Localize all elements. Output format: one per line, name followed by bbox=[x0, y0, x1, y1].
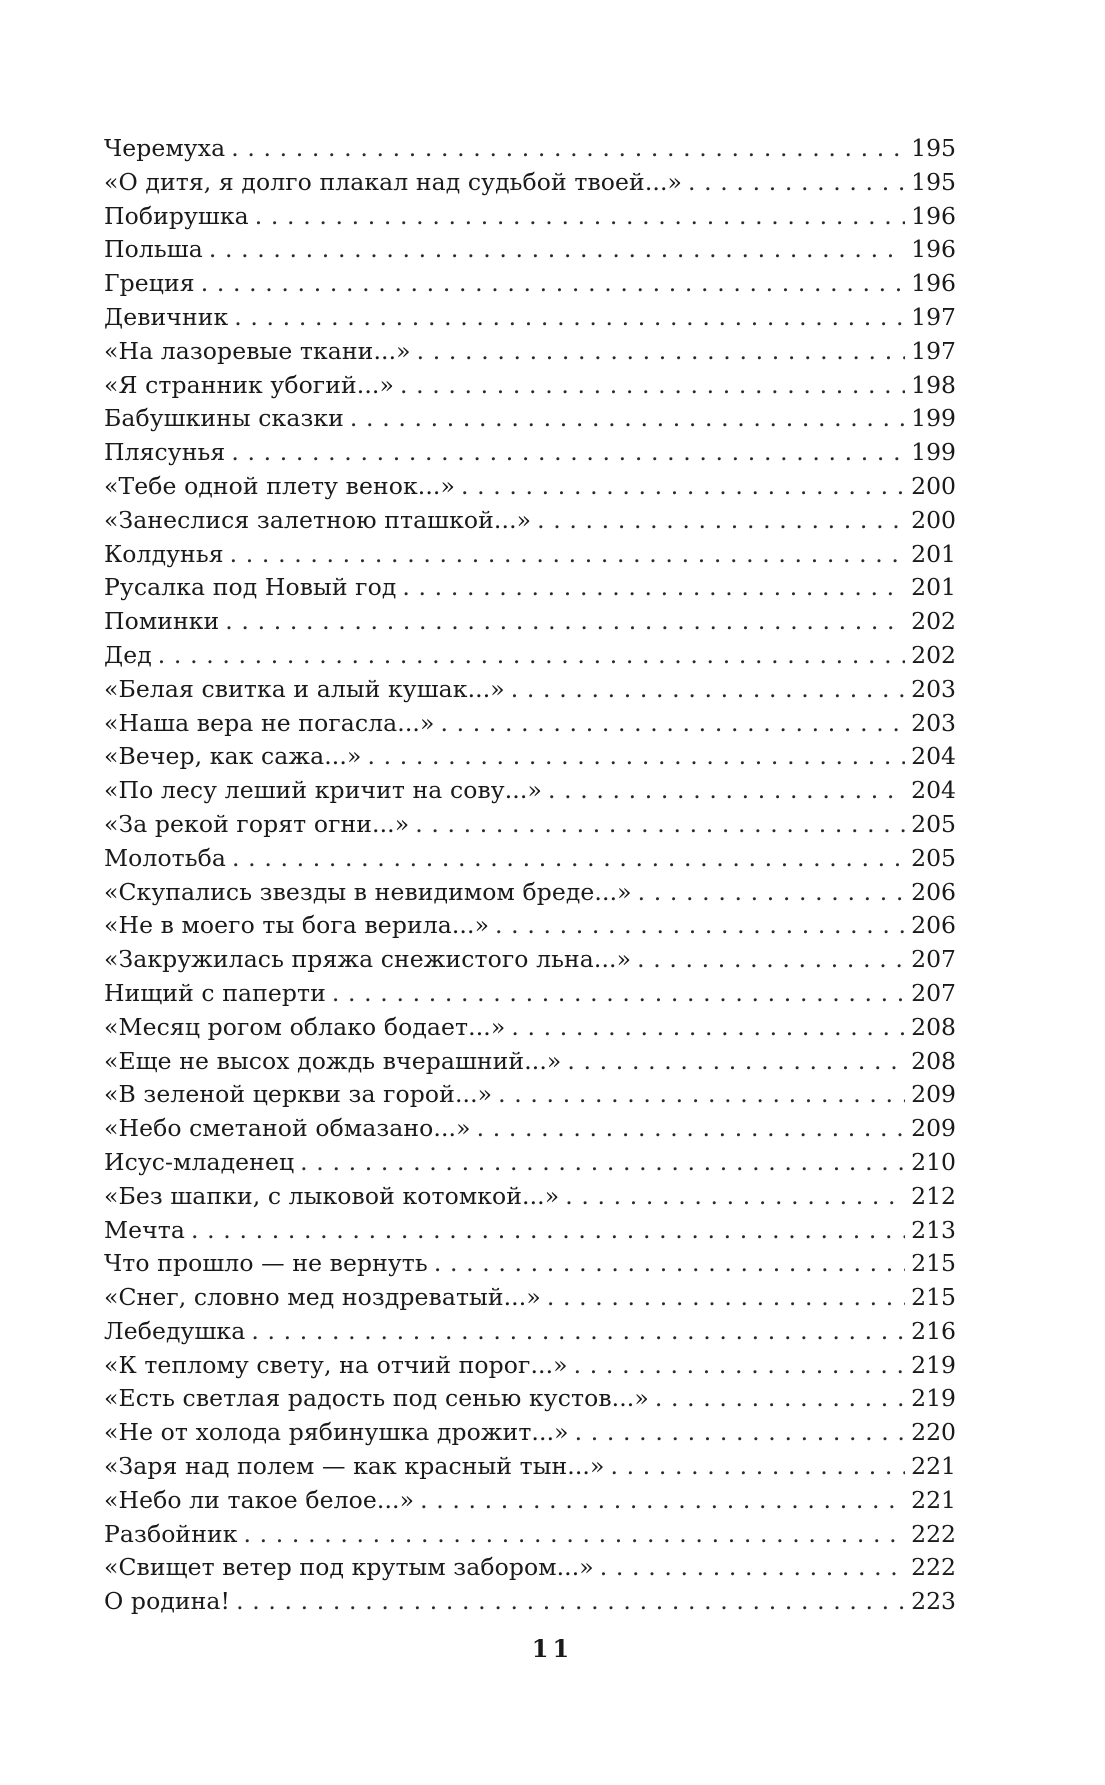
toc-entry bbox=[104, 673, 956, 707]
toc-entry-title: «Наша вера не погасла...» bbox=[104, 708, 435, 737]
toc-entry bbox=[104, 1585, 956, 1619]
toc-entry-title: Девичник bbox=[104, 302, 229, 331]
toc-entry bbox=[104, 977, 956, 1011]
toc-entry bbox=[104, 369, 956, 403]
toc-entry-title: Что прошло — не вернуть bbox=[104, 1249, 428, 1278]
toc-entry-page: 205 bbox=[911, 809, 956, 838]
toc-entry-page: 215 bbox=[911, 1283, 956, 1312]
toc-entry-title: Бабушкины сказки bbox=[104, 404, 344, 433]
toc-entry-title: «Есть светлая радость под сенью кустов...» bbox=[104, 1384, 649, 1413]
toc-entry-title: Разбойник bbox=[104, 1519, 238, 1548]
toc-entry bbox=[104, 774, 956, 808]
toc-leader-dots bbox=[511, 673, 905, 707]
toc-entry-title: Греция bbox=[104, 269, 195, 298]
toc-entry-page: 197 bbox=[911, 336, 956, 365]
toc-leader-dots bbox=[638, 876, 906, 910]
toc-entry-title: Лебедушка bbox=[104, 1316, 246, 1345]
toc-entry-page: 209 bbox=[911, 1080, 956, 1109]
toc-entry bbox=[104, 605, 956, 639]
toc-entry-title: «О дитя, я долго плакал над судьбой твоей...» bbox=[104, 167, 683, 196]
toc-entry bbox=[104, 1045, 956, 1079]
toc-entry bbox=[104, 470, 956, 504]
page-number: 11 bbox=[531, 1634, 574, 1663]
toc-leader-dots bbox=[461, 470, 905, 504]
toc-entry-page: 222 bbox=[911, 1519, 956, 1548]
toc-leader-dots bbox=[600, 1551, 905, 1585]
toc-entry-title: «Заря над полем — как красный тын...» bbox=[104, 1452, 605, 1481]
toc-leader-dots bbox=[565, 1180, 905, 1214]
toc-entry-title: Дед bbox=[104, 640, 152, 669]
toc-leader-dots bbox=[511, 1011, 905, 1045]
toc-entry-title: «По лесу леший кричит на сову...» bbox=[104, 776, 542, 805]
toc-entry bbox=[104, 1146, 956, 1180]
toc-entry bbox=[104, 1214, 956, 1248]
toc-entry-page: 206 bbox=[911, 911, 956, 940]
toc-entry-title: Плясунья bbox=[104, 438, 226, 467]
toc-entry-title: «Занеслися залетною пташкой...» bbox=[104, 505, 532, 534]
toc-entry-title: «К теплому свету, на отчий порог...» bbox=[104, 1350, 568, 1379]
toc-entry-page: 219 bbox=[911, 1384, 956, 1413]
toc-entry bbox=[104, 1112, 956, 1146]
toc-entry-title: «Белая свитка и алый кушак...» bbox=[104, 674, 505, 703]
toc-entry bbox=[104, 335, 956, 369]
toc-entry-title: «Тебе одной плету венок...» bbox=[104, 471, 455, 500]
toc-entry-title: «Не от холода рябинушка дрожит...» bbox=[104, 1418, 569, 1447]
toc-entry-title: Молотьба bbox=[104, 843, 227, 872]
toc-entry bbox=[104, 1281, 956, 1315]
toc-leader-dots bbox=[574, 1349, 905, 1383]
toc-leader-dots bbox=[417, 335, 906, 369]
toc-leader-dots bbox=[350, 402, 905, 436]
toc-leader-dots bbox=[251, 1315, 905, 1349]
toc-leader-dots bbox=[231, 132, 905, 166]
toc-entry bbox=[104, 233, 956, 267]
toc-entry-page: 207 bbox=[911, 945, 956, 974]
toc-entry bbox=[104, 1315, 956, 1349]
toc-entry-title: Побирушка bbox=[104, 201, 249, 230]
toc-entry-page: 207 bbox=[911, 978, 956, 1007]
toc-leader-dots bbox=[402, 571, 905, 605]
toc-entry-page: 195 bbox=[911, 167, 956, 196]
toc-entry-title: «Еще не высох дождь вчерашний...» bbox=[104, 1046, 562, 1075]
toc-leader-dots bbox=[495, 909, 905, 943]
toc-entry bbox=[104, 808, 956, 842]
toc-leader-dots bbox=[434, 1247, 905, 1281]
toc-entry-page: 208 bbox=[911, 1046, 956, 1075]
toc-entry-page: 204 bbox=[911, 776, 956, 805]
toc-entry-title: Черемуха bbox=[104, 134, 226, 162]
toc-leader-dots bbox=[637, 943, 905, 977]
toc-leader-dots bbox=[236, 1585, 905, 1619]
toc-entry-page: 196 bbox=[911, 235, 956, 264]
toc-entry-title: «Месяц рогом облако бодает...» bbox=[104, 1012, 506, 1041]
toc-entry bbox=[104, 639, 956, 673]
toc-entry-title: «В зеленой церкви за горой...» bbox=[104, 1080, 493, 1109]
toc-entry-title: «За рекой горят огни...» bbox=[104, 809, 410, 838]
toc-entry-page: 210 bbox=[911, 1147, 956, 1176]
toc-entry-page: 196 bbox=[911, 269, 956, 298]
toc-entry bbox=[104, 132, 956, 166]
toc-entry bbox=[104, 1416, 956, 1450]
toc-entry-title: Исус-младенец bbox=[104, 1147, 295, 1176]
toc-entry bbox=[104, 909, 956, 943]
toc-entry bbox=[104, 1247, 956, 1281]
toc-entry bbox=[104, 402, 956, 436]
toc-entry bbox=[104, 1349, 956, 1383]
toc-entry-title: Русалка под Новый год bbox=[104, 573, 397, 602]
toc-entry bbox=[104, 436, 956, 470]
toc-entry-page: 202 bbox=[911, 640, 956, 669]
toc-entry-page: 213 bbox=[911, 1215, 956, 1244]
toc-entry bbox=[104, 538, 956, 572]
toc-entry-page: 203 bbox=[911, 674, 956, 703]
toc-leader-dots bbox=[415, 808, 905, 842]
toc-entry-title: «На лазоревые ткани...» bbox=[104, 336, 411, 365]
toc-leader-dots bbox=[548, 774, 905, 808]
toc-leader-dots bbox=[201, 267, 905, 301]
toc-leader-dots bbox=[191, 1214, 905, 1248]
toc-entry bbox=[104, 1484, 956, 1518]
toc-entry bbox=[104, 876, 956, 910]
toc-leader-dots bbox=[537, 504, 905, 538]
toc-entry bbox=[104, 1180, 956, 1214]
toc-entry bbox=[104, 1011, 956, 1045]
toc-leader-dots bbox=[232, 842, 905, 876]
toc-leader-dots bbox=[209, 233, 905, 267]
toc-leader-dots bbox=[158, 639, 905, 673]
toc-entry-page: 212 bbox=[911, 1181, 956, 1210]
toc-entry-page: 209 bbox=[911, 1114, 956, 1143]
toc-entry-page: 200 bbox=[911, 505, 956, 534]
toc-entry-page: 215 bbox=[911, 1249, 956, 1278]
toc-entry-page: 208 bbox=[911, 1012, 956, 1041]
toc-leader-dots bbox=[498, 1078, 905, 1112]
toc-entry-title: «Я странник убогий...» bbox=[104, 370, 394, 399]
toc-entry-page: 204 bbox=[911, 742, 956, 771]
toc-entry bbox=[104, 842, 956, 876]
toc-entry bbox=[104, 1551, 956, 1585]
toc-entry-title: «Без шапки, с лыковой котомкой...» bbox=[104, 1181, 560, 1210]
toc-entry bbox=[104, 943, 956, 977]
toc-entry-page: 200 bbox=[911, 471, 956, 500]
toc-entry-page: 199 bbox=[911, 438, 956, 467]
toc-leader-dots bbox=[567, 1045, 905, 1079]
toc-leader-dots bbox=[367, 740, 905, 774]
toc-entry-page: 206 bbox=[911, 877, 956, 906]
toc-entry-title: Польша bbox=[104, 235, 203, 264]
toc-entry bbox=[104, 1382, 956, 1416]
toc-entry-page: 201 bbox=[911, 539, 956, 568]
toc-entry-title: О родина! bbox=[104, 1587, 231, 1616]
toc-entry-page: 195 bbox=[911, 134, 956, 162]
toc-leader-dots bbox=[225, 605, 905, 639]
toc-leader-dots bbox=[688, 166, 905, 200]
toc-leader-dots bbox=[610, 1450, 905, 1484]
toc-entry-page: 222 bbox=[911, 1553, 956, 1582]
toc-entry-title: «Закружилась пряжа снежистого льна...» bbox=[104, 945, 632, 974]
toc-leader-dots bbox=[234, 301, 905, 335]
toc-leader-dots bbox=[547, 1281, 905, 1315]
toc-leader-dots bbox=[244, 1518, 906, 1552]
toc-entry-title: «Свищет ветер под крутым забором...» bbox=[104, 1553, 594, 1582]
toc-leader-dots bbox=[300, 1146, 905, 1180]
toc-leader-dots bbox=[420, 1484, 905, 1518]
toc-entry-title: «Небо ли такое белое...» bbox=[104, 1485, 415, 1514]
toc-entry bbox=[104, 166, 956, 200]
toc-entry bbox=[104, 1518, 956, 1552]
toc-entry bbox=[104, 267, 956, 301]
toc-entry bbox=[104, 200, 956, 234]
toc-entry-title: Нищий с паперти bbox=[104, 978, 326, 1007]
toc-entry-page: 196 bbox=[911, 201, 956, 230]
toc-entry-page: 221 bbox=[911, 1452, 956, 1481]
toc-leader-dots bbox=[575, 1416, 906, 1450]
toc-entry-title: «Небо сметаной обмазано...» bbox=[104, 1114, 471, 1143]
toc-entry-page: 220 bbox=[911, 1418, 956, 1447]
toc-leader-dots bbox=[400, 369, 905, 403]
toc-entry-page: 205 bbox=[911, 843, 956, 872]
toc-entry-title: «Вечер, как сажа...» bbox=[104, 742, 362, 771]
toc-entry bbox=[104, 571, 956, 605]
toc-entry-title: «Не в моего ты бога верила...» bbox=[104, 911, 490, 940]
toc-leader-dots bbox=[655, 1382, 905, 1416]
toc-entry-page: 221 bbox=[911, 1485, 956, 1514]
toc-entry-page: 202 bbox=[911, 607, 956, 636]
table-of-contents bbox=[104, 132, 956, 1619]
toc-entry-page: 219 bbox=[911, 1350, 956, 1379]
toc-entry-title: «Скупались звезды в невидимом бреде...» bbox=[104, 877, 632, 906]
toc-entry-page: 199 bbox=[911, 404, 956, 433]
toc-entry bbox=[104, 740, 956, 774]
toc-entry bbox=[104, 707, 956, 741]
toc-entry bbox=[104, 1078, 956, 1112]
toc-entry-page: 197 bbox=[911, 302, 956, 331]
toc-leader-dots bbox=[332, 977, 905, 1011]
toc-entry-page: 216 bbox=[911, 1316, 956, 1345]
toc-entry-page: 223 bbox=[911, 1587, 956, 1616]
toc-entry-title: Мечта bbox=[104, 1215, 186, 1244]
toc-entry-page: 203 bbox=[911, 708, 956, 737]
toc-entry-page: 201 bbox=[911, 573, 956, 602]
toc-leader-dots bbox=[230, 538, 905, 572]
toc-leader-dots bbox=[231, 436, 905, 470]
toc-entry-title: «Снег, словно мед ноздреватый...» bbox=[104, 1283, 541, 1312]
toc-leader-dots bbox=[440, 707, 905, 741]
toc-entry bbox=[104, 301, 956, 335]
toc-entry bbox=[104, 504, 956, 538]
toc-leader-dots bbox=[477, 1112, 906, 1146]
toc-entry bbox=[104, 1450, 956, 1484]
toc-entry-title: Колдунья bbox=[104, 539, 224, 568]
toc-leader-dots bbox=[255, 200, 905, 234]
toc-entry-title: Поминки bbox=[104, 607, 220, 636]
toc-entry-page: 198 bbox=[911, 370, 956, 399]
